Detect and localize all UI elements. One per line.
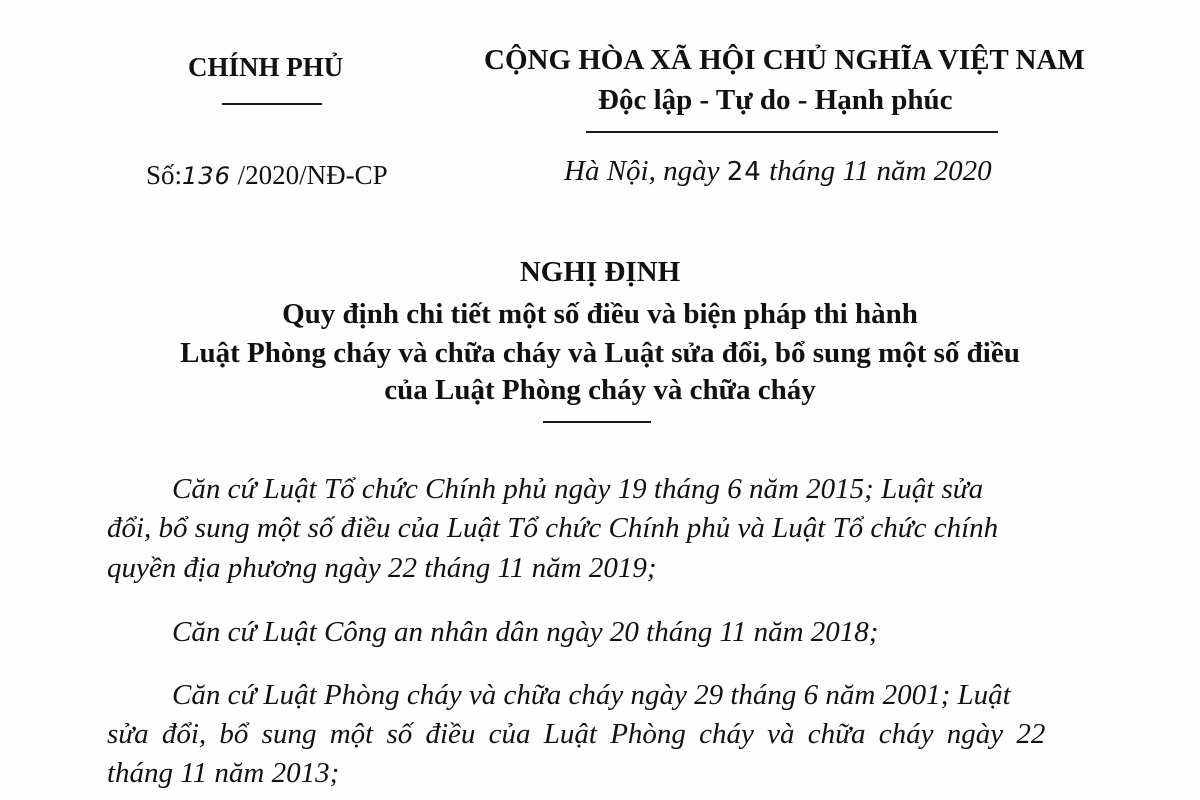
preamble-p2-line-1: Căn cứ Luật Công an nhân dân ngày 20 tháng 11 năm 2018; bbox=[172, 616, 879, 648]
place-and-date bbox=[564, 155, 992, 188]
preamble-p3-line-2: sửa đổi, bổ sung một số điều của Luật Phòng cháy và chữa cháy ngày 22 bbox=[107, 718, 1046, 750]
date-prefix: Hà Nội, ngày bbox=[564, 155, 727, 187]
document-type: NGHỊ ĐỊNH bbox=[519, 256, 681, 288]
document-number-prefix: Số: bbox=[146, 160, 183, 190]
document-number-suffix: /2020/NĐ-CP bbox=[230, 160, 388, 190]
preamble-p1-line-1: Căn cứ Luật Tổ chức Chính phủ ngày 19 tháng 6 năm 2015; Luật sửa bbox=[172, 473, 984, 505]
title-line-2: Luật Phòng cháy và chữa cháy và Luật sửa đổi, bổ sung một số điều bbox=[180, 337, 1020, 369]
agency-underline bbox=[222, 103, 322, 105]
preamble-p3-line-3: tháng 11 năm 2013; bbox=[107, 757, 340, 789]
preamble-p1-line-3: quyền địa phương ngày 22 tháng 11 năm 2019; bbox=[107, 552, 657, 584]
date-day-handwritten: 24 bbox=[726, 157, 762, 187]
date-suffix: tháng 11 năm 2020 bbox=[761, 155, 992, 187]
title-line-1: Quy định chi tiết một số điều và biện pháp thi hành bbox=[282, 298, 918, 330]
preamble-p1-line-2: đổi, bổ sung một số điều của Luật Tổ chức Chính phủ và Luật Tổ chức chính bbox=[107, 512, 999, 544]
issuing-agency: CHÍNH PHỦ bbox=[188, 52, 344, 82]
national-motto: Độc lập - Tự do - Hạnh phúc bbox=[598, 84, 953, 116]
document-number-handwritten: 136 bbox=[182, 162, 231, 190]
document-number bbox=[146, 160, 388, 191]
motto-underline bbox=[586, 131, 998, 133]
title-underline bbox=[543, 421, 651, 423]
preamble-p3-line-1: Căn cứ Luật Phòng cháy và chữa cháy ngày 29 tháng 6 năm 2001; Luật bbox=[172, 679, 1011, 711]
title-line-3: của Luật Phòng cháy và chữa cháy bbox=[384, 374, 816, 406]
national-title: CỘNG HÒA XÃ HỘI CHỦ NGHĨA VIỆT NAM bbox=[484, 44, 1085, 76]
